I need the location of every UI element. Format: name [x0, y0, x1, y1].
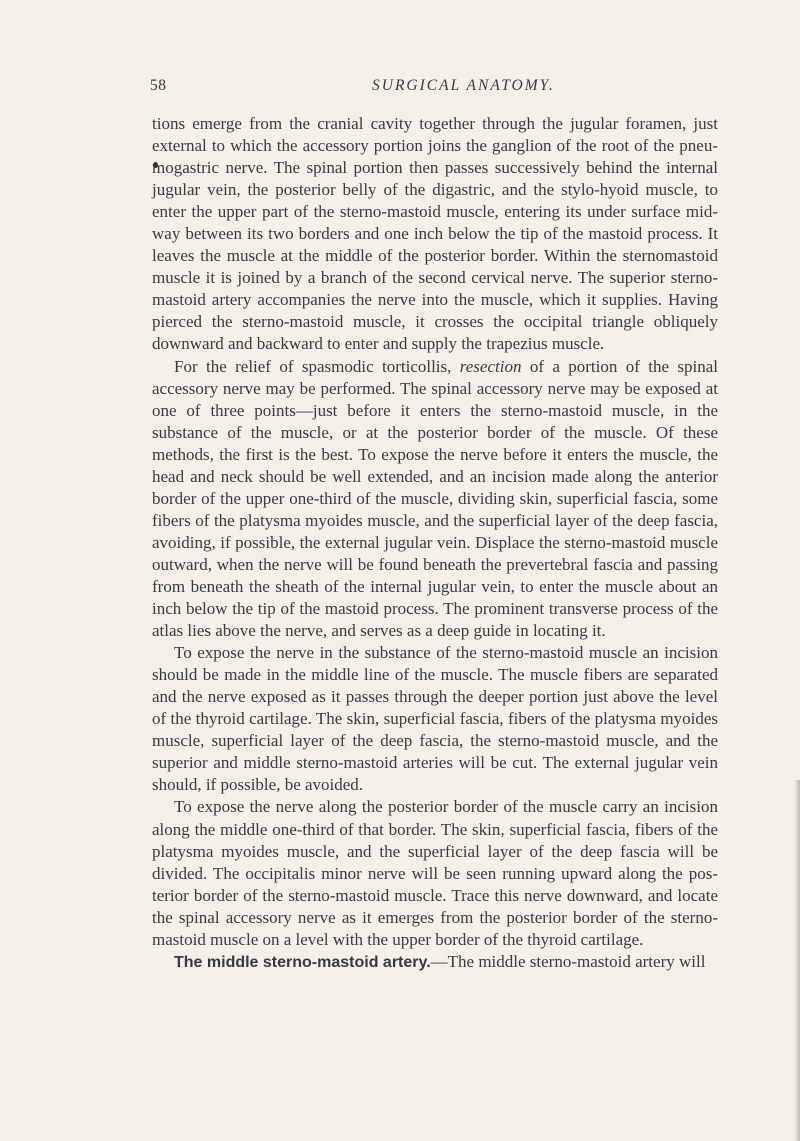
- paragraph-text-after: of a portion of the spinal accessory nerve may be performed. The spinal accessory nerve may be exposed at one of three points—just before it enters the sterno-mastoid muscle, in the substance of the muscle, or at the posterior border of the muscle. Of these methods, the first is the best. To expose the nerve before it enters the muscle, the head and neck should be well extended, and an incision made along the anterior border of the upper one-third of the muscle, dividing skin, superficial fascia, some fibers of the platysma myoides muscle, and the superficial layer of the deep fascia, avoiding, if possible, the external jugular vein. Displace the sterno-mastoid muscle outward, when the nerve will be found beneath the prevertebral fascia and passing from beneath the sheath of the internal jugular vein, to enter the muscle about an inch below the tip of the mastoid process. The prominent transverse process of the atlas lies above the nerve, and serves as a deep guide in locating it.: [152, 356, 718, 641]
- paragraph-middle-sterno-mastoid-artery: [152, 951, 718, 974]
- paragraph-torticollis-resection: [152, 356, 718, 643]
- body-text: [152, 113, 718, 974]
- paragraph-expose-posterior-border: To expose the nerve along the posterior border of the muscle carry an incision along the middle one-third of that border. The skin, superficial fascia, fibers of the platysma myoides muscle, and the superficial layer of the deep fascia will be divided. The occipitalis minor nerve will be seen running upward along the posterior border of the sterno-mastoid muscle. Trace this nerve downward, and locate the spinal accessory nerve as it emerges from the posterior border of the sternomastoid muscle on a level with the upper border of the thyroid cartilage.: [152, 797, 718, 949]
- section-heading-middle-artery: The middle sterno-mastoid artery.: [174, 953, 431, 971]
- paragraph-text: —The middle sterno-mastoid artery will: [430, 951, 706, 971]
- paragraph-expose-in-muscle-substance: To expose the nerve in the substance of the sterno-mastoid muscle an incision should be made in the middle line of the muscle. The muscle fibers are separated and the nerve exposed as it passes through the deeper portion just above the level of the thyroid cartilage. The skin, superficial fascia, fibers of the platysma myoides muscle, superficial layer of the deep fascia, the sterno-mastoid muscle, and the superior and middle sterno-mastoid arteries will be cut. The external jugular vein should, if possible, be avoided.: [152, 643, 718, 795]
- paragraph-continued-accessory-nerve-course: tions emerge from the cranial cavity together through the jugular foramen, just external to which the accessory portion joins the ganglion of the root of the pneumogastric nerve. The spinal portion then passes successively behind the internal jugular vein, the posterior belly of the digastric, and the stylo-hyoid muscle, to enter the upper part of the sterno-mastoid muscle, entering its under surface midway between its two borders and one inch below the tip of the mastoid process. It leaves the muscle at the middle of the posterior border. Within the sternomastoid muscle it is joined by a branch of the second cervical nerve. The superior sterno-mastoid artery accompanies the nerve into the muscle, which it supplies. Having pierced the sterno-mastoid muscle, it crosses the occipital triangle obliquely downward and backward to enter and supply the trapezius muscle.: [152, 114, 718, 354]
- page-edge-shadow: [794, 780, 800, 1141]
- page-header: [150, 77, 720, 105]
- running-title: SURGICAL ANATOMY.: [372, 77, 555, 94]
- paragraph-text-before: For the relief of spasmodic torticollis,: [174, 356, 460, 376]
- page-number: 58: [150, 77, 167, 94]
- emphasis-resection: resection: [459, 356, 522, 376]
